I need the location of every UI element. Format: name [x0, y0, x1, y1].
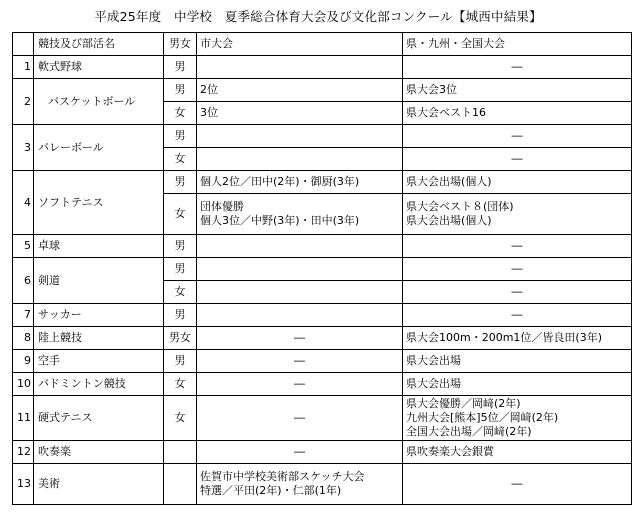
event-name: バドミントン競技 — [34, 373, 164, 396]
pref-result: ― — [403, 56, 632, 79]
pref-result — [403, 194, 632, 235]
event-name: 吹奏楽 — [34, 441, 164, 464]
pref-result-line: 県大会ベスト８(団体) — [406, 200, 514, 213]
table-row — [13, 258, 632, 281]
table-row — [13, 79, 632, 102]
city-result — [197, 258, 403, 281]
city-result: 3位 — [197, 102, 403, 125]
pref-result — [403, 396, 632, 441]
gender-cell: 女 — [164, 194, 197, 235]
row-number: 9 — [13, 350, 34, 373]
table-row — [13, 327, 632, 350]
event-name: 美術 — [34, 464, 164, 505]
gender-cell — [164, 464, 197, 505]
gender-cell: 男 — [164, 235, 197, 258]
table-row — [13, 441, 632, 464]
event-name: 硬式テニス — [34, 396, 164, 441]
pref-result: 県吹奏楽大会銀賞 — [403, 441, 632, 464]
gender-cell: 男女 — [164, 327, 197, 350]
event-name: バレーボール — [34, 125, 164, 171]
pref-result: ― — [403, 258, 632, 281]
gender-cell: 男 — [164, 171, 197, 194]
city-result: ― — [197, 350, 403, 373]
city-result — [197, 148, 403, 171]
event-name: 卓球 — [34, 235, 164, 258]
city-result: ― — [197, 327, 403, 350]
row-number: 12 — [13, 441, 34, 464]
table-row — [13, 396, 632, 441]
city-result: ― — [197, 373, 403, 396]
event-name: ソフトテニス — [34, 171, 164, 235]
gender-cell — [164, 441, 197, 464]
row-number: 10 — [13, 373, 34, 396]
gender-cell: 男 — [164, 56, 197, 79]
table-row — [13, 373, 632, 396]
city-result: ― — [197, 396, 403, 441]
city-result — [197, 194, 403, 235]
pref-result: 県大会出場(個人) — [403, 171, 632, 194]
gender-cell: 女 — [164, 396, 197, 441]
pref-result-line: 県大会優勝／岡﨑(2年) — [406, 397, 521, 410]
city-result: 2位 — [197, 79, 403, 102]
header-row — [13, 33, 632, 56]
city-result — [197, 304, 403, 327]
pref-result: ― — [403, 235, 632, 258]
row-number: 4 — [13, 171, 34, 235]
header-pref: 県・九州・全国大会 — [403, 33, 632, 56]
header-city: 市大会 — [197, 33, 403, 56]
row-number: 11 — [13, 396, 34, 441]
gender-cell: 女 — [164, 281, 197, 304]
header-event: 競技及び部活名 — [34, 33, 164, 56]
table-row — [13, 125, 632, 148]
city-result: 個人2位／田中(2年)・御厨(3年) — [197, 171, 403, 194]
table-row — [13, 235, 632, 258]
city-result-line: 団体優勝 — [200, 200, 244, 213]
header-gender: 男女 — [164, 33, 197, 56]
header-number — [13, 33, 34, 56]
table-row — [13, 464, 632, 505]
row-number: 2 — [13, 79, 34, 125]
pref-result-line: 県大会出場(個人) — [406, 214, 492, 227]
city-result-line: 佐賀市中学校美術部スケッチ大会 — [200, 470, 365, 483]
gender-cell: 女 — [164, 373, 197, 396]
city-result — [197, 281, 403, 304]
event-name: 空手 — [34, 350, 164, 373]
event-name: サッカー — [34, 304, 164, 327]
gender-cell: 男 — [164, 304, 197, 327]
city-result — [197, 464, 403, 505]
pref-result: ― — [403, 304, 632, 327]
gender-cell: 男 — [164, 125, 197, 148]
gender-cell: 男 — [164, 79, 197, 102]
city-result — [197, 235, 403, 258]
row-number: 5 — [13, 235, 34, 258]
pref-result: 県大会ベスト16 — [403, 102, 632, 125]
city-result-line: 特選／平田(2年)・仁部(1年) — [200, 484, 342, 497]
city-result — [197, 56, 403, 79]
city-result-line: 個人3位／中野(3年)・田中(3年) — [200, 214, 360, 227]
gender-cell: 男 — [164, 350, 197, 373]
event-name: 陸上競技 — [34, 327, 164, 350]
row-number: 8 — [13, 327, 34, 350]
event-name: バスケットボール — [34, 79, 164, 125]
pref-result: 県大会3位 — [403, 79, 632, 102]
page-title: 平成25年度 中学校 夏季総合体育大会及び文化部コンクール【城西中結果】 — [94, 9, 542, 24]
pref-result-line: 全国大会出場／岡﨑(2年) — [406, 425, 532, 438]
results-table — [12, 32, 632, 505]
row-number: 1 — [13, 56, 34, 79]
gender-cell: 女 — [164, 102, 197, 125]
pref-result: ― — [403, 281, 632, 304]
pref-result: 県大会出場 — [403, 373, 632, 396]
pref-result: 県大会100m・200m1位／皆良田(3年) — [403, 327, 632, 350]
pref-result: ― — [403, 148, 632, 171]
city-result: ― — [197, 441, 403, 464]
row-number: 6 — [13, 258, 34, 304]
row-number: 13 — [13, 464, 34, 505]
table-row — [13, 56, 632, 79]
city-result — [197, 125, 403, 148]
table-row — [13, 304, 632, 327]
table-row — [13, 171, 632, 194]
event-name: 軟式野球 — [34, 56, 164, 79]
row-number: 3 — [13, 125, 34, 171]
pref-result: 県大会出場 — [403, 350, 632, 373]
event-name: 剣道 — [34, 258, 164, 304]
pref-result: ― — [403, 464, 632, 505]
gender-cell: 男 — [164, 258, 197, 281]
pref-result-line: 九州大会[熊本]5位／岡﨑(2年) — [406, 411, 559, 424]
row-number: 7 — [13, 304, 34, 327]
pref-result: ― — [403, 125, 632, 148]
gender-cell: 女 — [164, 148, 197, 171]
table-row — [13, 350, 632, 373]
